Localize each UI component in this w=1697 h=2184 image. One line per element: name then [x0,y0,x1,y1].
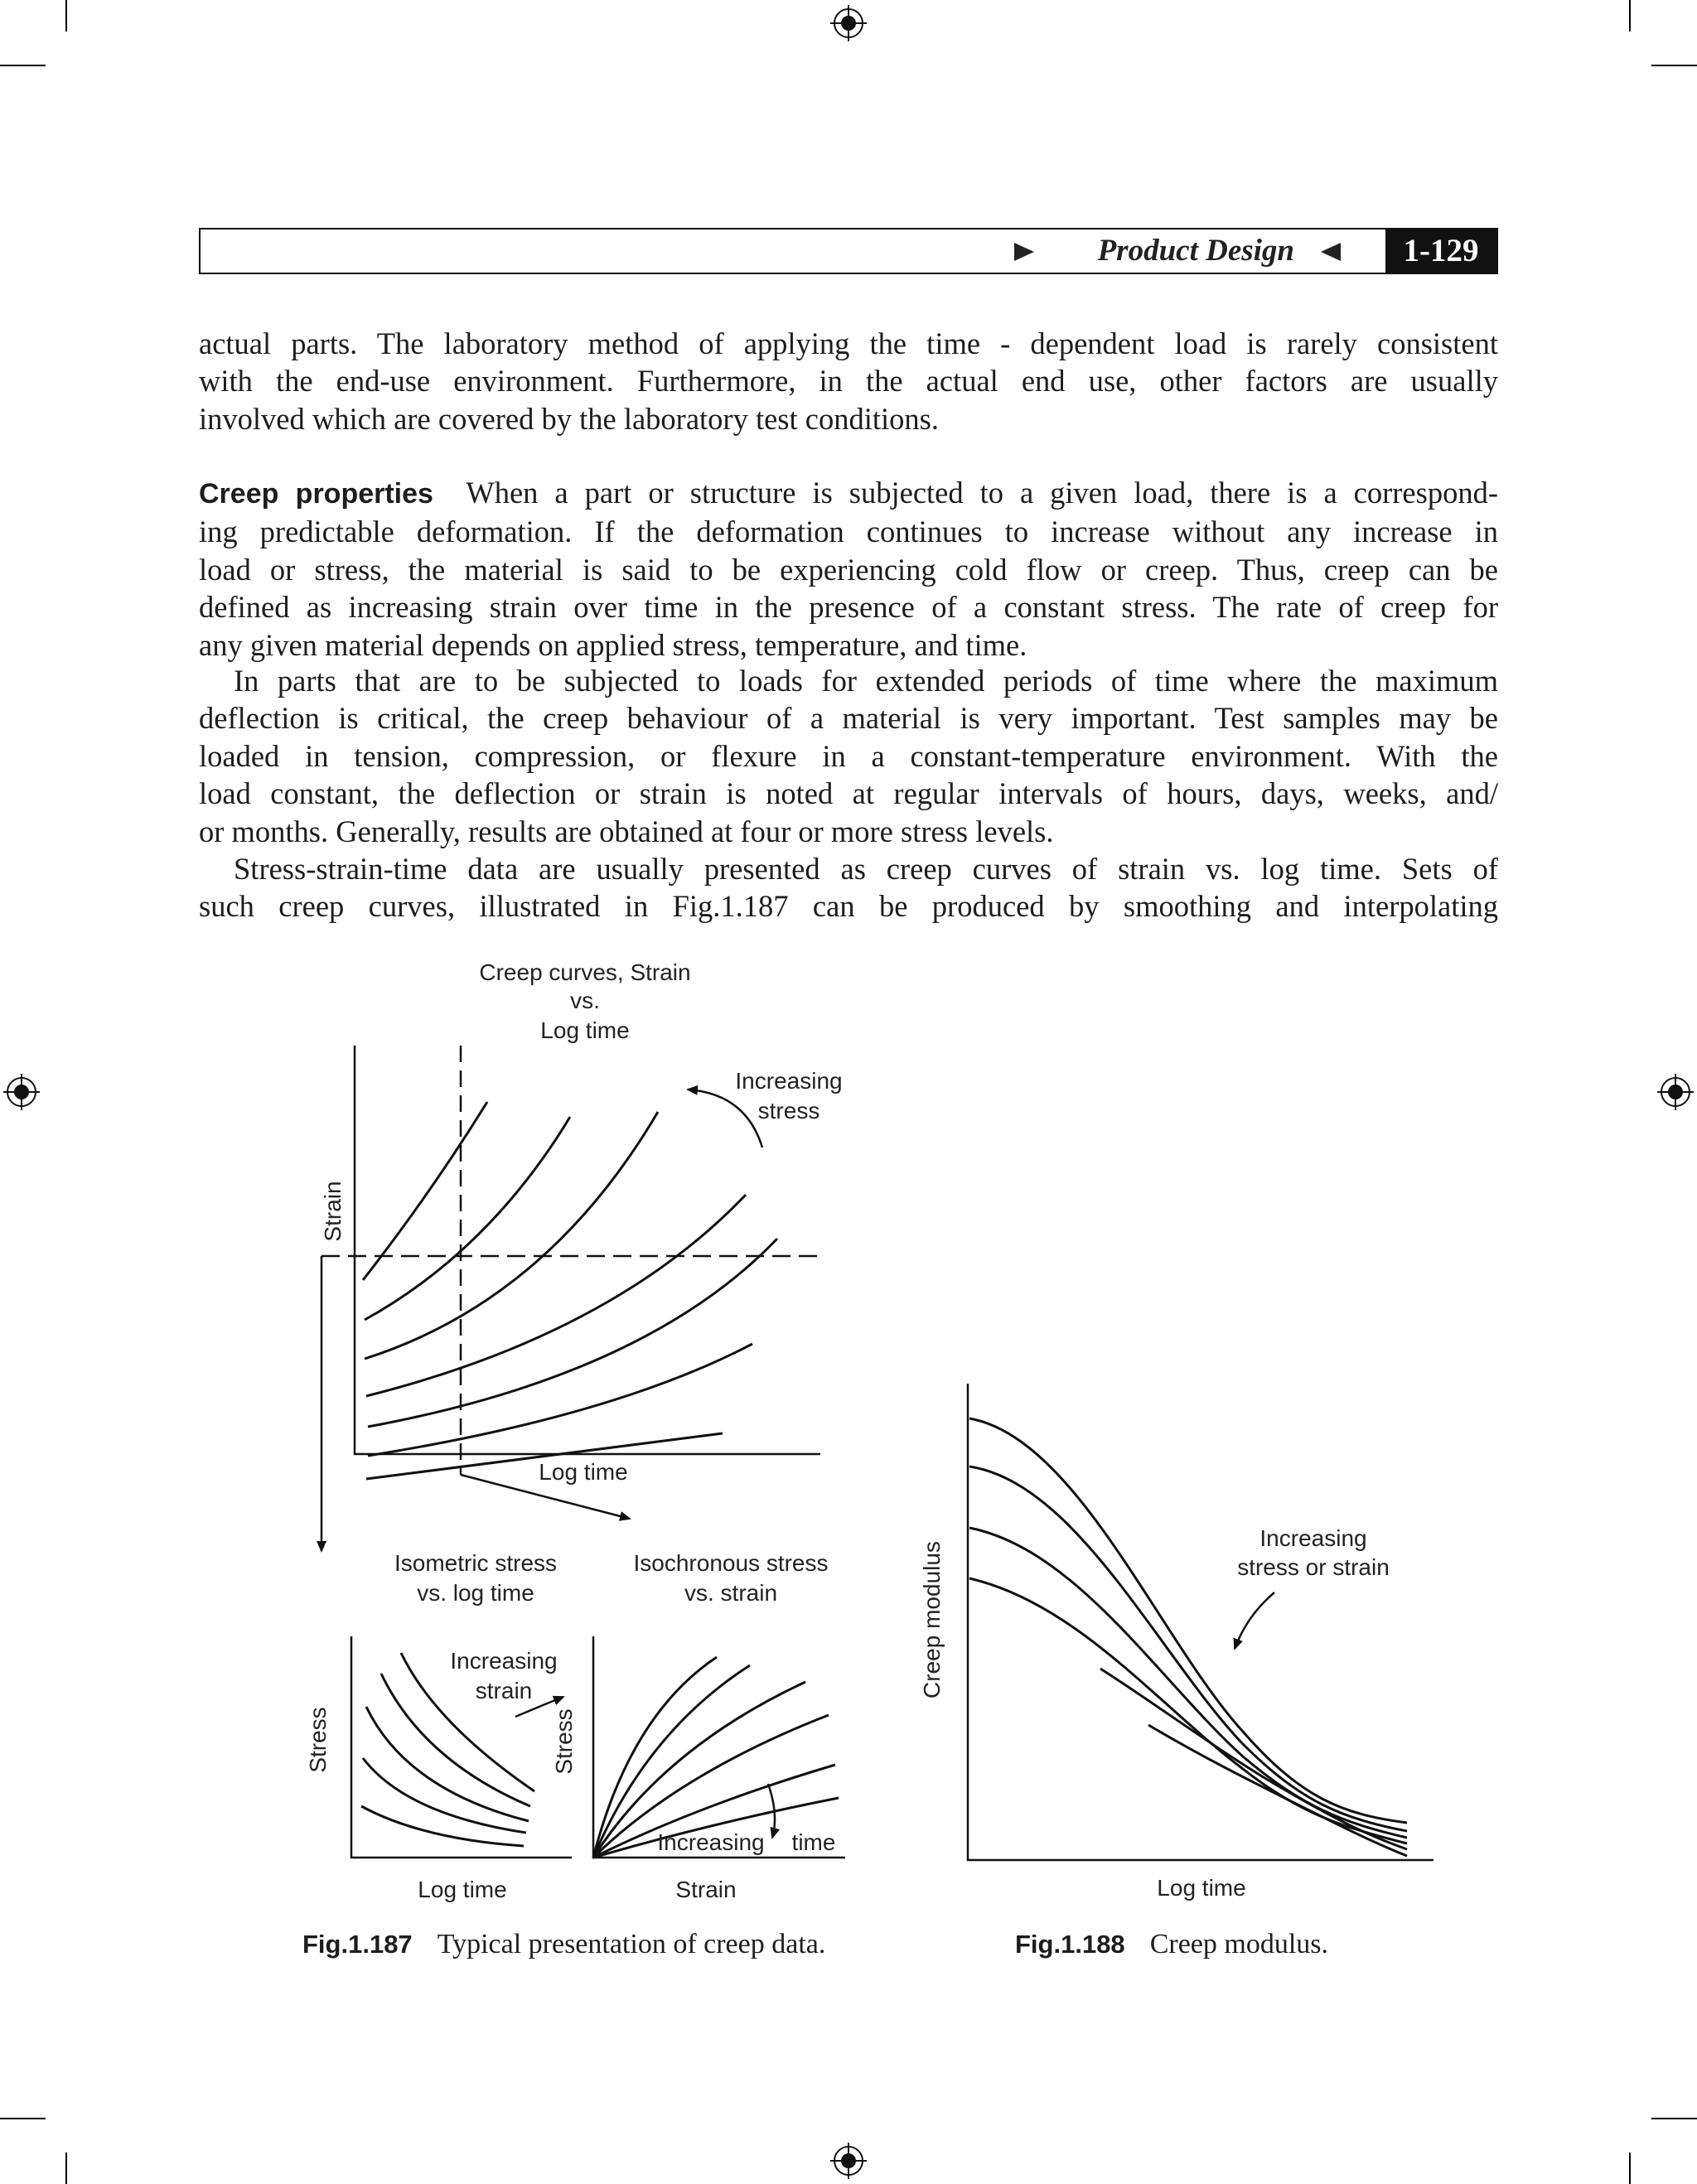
crop-mark [1651,2118,1697,2119]
crop-mark [1651,65,1697,66]
creep-curve [368,1344,752,1456]
text-line: defined as increasing strain over time in the presence of a constant stress. The rate of creep for [199,590,1498,625]
text-line: ing predictable deformation. If the deformation continues to increase without any increase in [199,515,1498,549]
text-span: When a part or structure is subjected to a given load, there is a correspond- [466,476,1498,510]
strain-axis-label: Strain [675,1877,737,1902]
fig187-caption [302,1929,825,1960]
fig187-title-line: Log time [540,1017,630,1043]
text-line: such creep curves, illustrated in Fig.1.187 can be produced by smoothing and interpolating [199,889,1498,924]
figure-1-188 [911,1367,1458,1914]
isochronous-title: Isochronous stress [633,1550,829,1576]
isometric-curve [363,1758,526,1833]
triangle-left-icon [1321,243,1341,261]
crop-mark [0,65,46,66]
isometric-curve [366,1707,529,1821]
increasing-time-label: Increasing [657,1829,765,1855]
log-time-axis-label: Log time [1157,1875,1246,1901]
crop-mark [65,2153,67,2184]
creep-modulus-axis-label: Creep modulus [919,1541,945,1698]
fig187-title-line: vs. [570,988,600,1013]
increasing-strain-label: strain [475,1678,533,1703]
increasing-stress-or-strain-label: stress or strain [1237,1554,1390,1580]
text-line: loaded in tension, compression, or flexure in a constant-temperature environment. With the [199,738,1498,773]
fig187-title-line: Creep curves, Strain [479,959,691,985]
text-line: In parts that are to be subjected to loads for extended periods of time where the maximum [234,664,1498,698]
increasing-strain-label: Increasing [450,1648,558,1674]
increasing-stress-label: stress [757,1098,820,1123]
strain-axis-label: Strain [320,1181,346,1242]
increasing-stress-or-strain-arrow [1235,1592,1274,1649]
registration-mark-icon [3,1074,40,1110]
creep-modulus-curve [969,1418,1407,1823]
log-time-axis-label: Log time [418,1877,507,1902]
section-heading: Creep properties [199,478,433,510]
paragraph-3 [199,662,1498,850]
running-title: Product Design [1097,234,1294,268]
page-number: 1-129 [1385,230,1496,273]
text-line: deflection is critical, the creep behaviour of a material is very important. Test samples may be [199,701,1498,736]
triangle-right-icon [1014,243,1034,261]
creep-curve [366,1195,746,1396]
crop-mark [0,2118,46,2119]
log-time-axis-label: Log time [539,1459,628,1485]
isochronous-curve [593,1657,717,1858]
fig188-caption-text: Creep modulus. [1149,1929,1328,1959]
creep-curve [363,1102,487,1280]
paragraph-4 [199,850,1498,925]
fig188-caption [1015,1929,1328,1960]
registration-mark-icon [830,2143,867,2179]
text-line: load constant, the deflection or strain is noted at regular intervals of hours, days, weeks, and/ [199,776,1498,811]
running-header [199,228,1498,274]
increasing-stress-or-strain-label: Increasing [1259,1525,1367,1551]
text-line: Stress-strain-time data are usually presented as creep curves of strain vs. log time. Sets of [234,852,1498,886]
creep-curve [365,1117,570,1320]
text-line: with the end-use environment. Furthermore, in the actual end use, other factors are usually [199,364,1498,399]
figure-1-187 [298,953,862,1914]
text-line: load or stress, the material is said to be experiencing cold flow or creep. Thus, creep can be [199,552,1498,587]
registration-mark-icon [1657,1074,1694,1110]
increasing-stress-label: Increasing [735,1068,843,1094]
creep-modulus-curve [1100,1669,1407,1849]
main-axes [355,1046,820,1454]
isometric-title: Isometric stress [394,1550,558,1576]
creep-modulus-curve [969,1578,1407,1843]
creep-modulus-curve [969,1466,1407,1831]
text-line: actual parts. The laboratory method of applying the time - dependent load is rarely consistent [199,326,1498,360]
fig188-caption-number: Fig.1.188 [1015,1930,1125,1959]
registration-mark-icon [830,5,867,41]
stress-axis-label: Stress [305,1707,331,1773]
text-line [199,474,1498,513]
fig187-caption-number: Fig.1.187 [302,1930,413,1959]
crop-mark [1629,0,1631,31]
text-line: or months. Generally, results are obtained at four or more stress levels. [199,814,1054,848]
increasing-stress-arrow [688,1090,762,1148]
stress-axis-label: Stress [551,1708,577,1775]
crop-mark [65,0,67,31]
creep-modulus-curve [1148,1725,1407,1856]
isometric-title: vs. log time [417,1580,534,1606]
isochronous-title: vs. strain [684,1580,778,1606]
text-line: involved which are covered by the laboratory test conditions. [199,401,939,436]
increasing-time-label: time [791,1829,836,1855]
paragraph-2 [199,474,1498,664]
fig187-caption-text: Typical presentation of creep data. [437,1929,826,1959]
crop-mark [1629,2153,1631,2184]
creep-curve [365,1112,658,1359]
text-line: any given material depends on applied stress, temperature, and time. [199,627,1027,662]
paragraph-1 [199,325,1498,437]
isometric-curve [401,1653,534,1791]
